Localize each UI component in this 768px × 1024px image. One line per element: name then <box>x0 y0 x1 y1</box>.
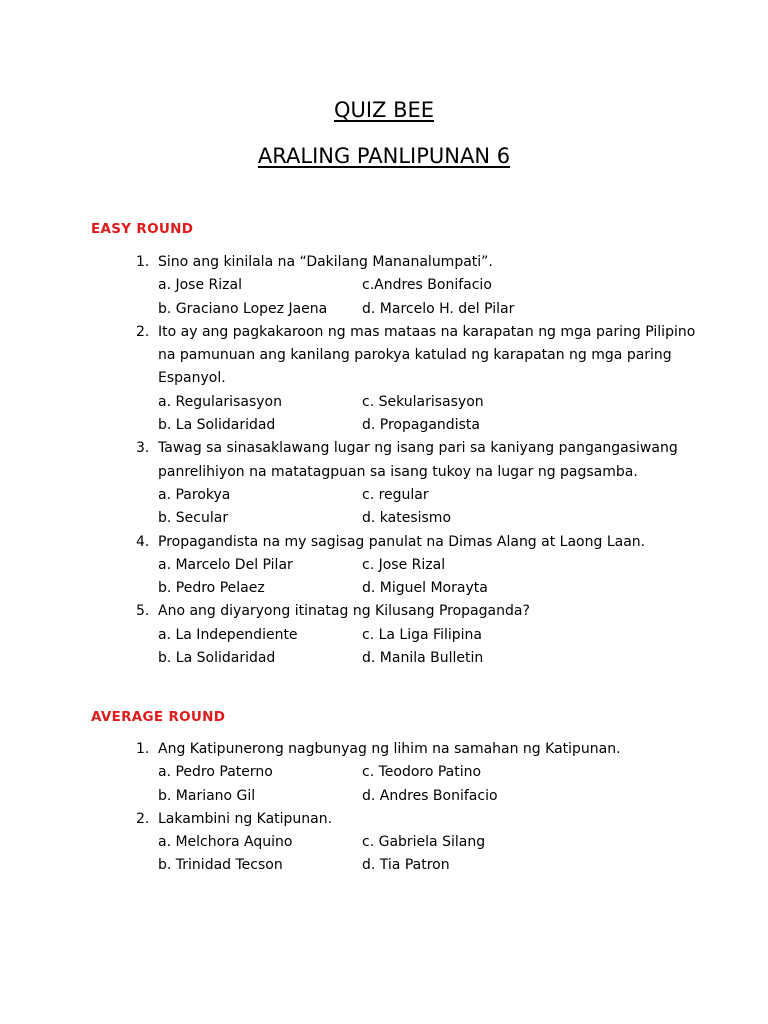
question-number: 3. <box>136 440 150 457</box>
answer-option: c.Andres Bonifacio <box>362 277 492 294</box>
question-line <box>0 323 768 346</box>
question-number: 1. <box>136 741 150 757</box>
question-line <box>0 369 768 392</box>
question-text: Tawag sa sinasaklawang lugar ng isang pari sa kaniyang pangangasiwang <box>158 440 678 457</box>
question-number: 2. <box>136 810 150 827</box>
question-text: Ito ay ang pagkakaroon ng mas mataas na karapatan ng mga paring Pilipino <box>158 323 696 340</box>
question-number: 2. <box>136 323 150 340</box>
answer-option: a. Regularisasyon <box>158 393 282 410</box>
answer-option: a. Marcelo Del Pilar <box>158 556 293 573</box>
answer-option: a. Melchora Aquino <box>158 834 293 851</box>
option-row <box>0 509 768 532</box>
answer-option: a. Jose Rizal <box>158 277 242 294</box>
answer-option: d. Propagandista <box>362 417 480 434</box>
page-title: QUIZ BEE <box>333 98 435 122</box>
option-row <box>0 787 768 810</box>
answer-option: b. Mariano Gil <box>158 787 256 804</box>
question-text: na pamunuan ang kanilang parokya katulad ng karapatan ng mga paring <box>158 347 672 364</box>
answer-option: d. Manila Bulletin <box>362 650 484 667</box>
question-text: Espanyol. <box>158 370 226 387</box>
question-line <box>0 253 768 276</box>
answer-option: b. Secular <box>158 510 229 527</box>
question-list-average <box>0 740 768 880</box>
option-row <box>0 579 768 602</box>
option-row <box>0 626 768 649</box>
question-text: panrelihiyon na matatagpuan sa isang tukoy na lugar ng pagsamba. <box>158 463 638 480</box>
answer-option: c. Sekularisasyon <box>362 393 484 410</box>
option-row <box>0 556 768 579</box>
answer-option: b. Trinidad Tecson <box>158 857 283 874</box>
option-row <box>0 276 768 299</box>
answer-option: c. regular <box>362 486 429 503</box>
answer-option: d. Miguel Morayta <box>362 580 488 597</box>
question-line <box>0 810 768 833</box>
question-text: Lakambini ng Katipunan. <box>158 810 333 827</box>
round-heading-average: AVERAGE ROUND <box>91 709 226 725</box>
question-line <box>0 439 768 462</box>
question-line <box>0 602 768 625</box>
question-line <box>0 463 768 486</box>
question-line <box>0 740 768 763</box>
option-row <box>0 300 768 323</box>
answer-option: b. La Solidaridad <box>158 650 276 667</box>
question-number: 4. <box>136 533 150 550</box>
option-row <box>0 833 768 856</box>
option-row <box>0 649 768 672</box>
page-subtitle: ARALING PANLIPUNAN 6 <box>257 144 511 168</box>
answer-option: d. Tia Patron <box>362 857 450 874</box>
question-text: Ang Katipunerong nagbunyag ng lihim na samahan ng Katipunan. <box>158 741 621 757</box>
answer-option: c. Gabriela Silang <box>362 834 486 851</box>
question-list-easy <box>0 253 768 672</box>
round-heading-easy: EASY ROUND <box>91 221 194 237</box>
option-row <box>0 416 768 439</box>
answer-option: a. Pedro Paterno <box>158 764 273 781</box>
question-text: Sino ang kinilala na “Dakilang Mananalumpati”. <box>158 254 493 270</box>
question-line <box>0 346 768 369</box>
answer-option: d. Andres Bonifacio <box>362 787 498 804</box>
question-number: 5. <box>136 603 150 620</box>
answer-option: c. Teodoro Patino <box>362 764 482 781</box>
answer-option: a. Parokya <box>158 486 231 503</box>
answer-option: d. Marcelo H. del Pilar <box>362 300 515 317</box>
option-row <box>0 856 768 879</box>
answer-option: a. La Independiente <box>158 626 298 643</box>
answer-option: d. katesismo <box>362 510 452 527</box>
answer-option: b. Pedro Pelaez <box>158 580 265 597</box>
question-text: Propagandista na my sagisag panulat na Dimas Alang at Laong Laan. <box>158 533 646 550</box>
option-row <box>0 393 768 416</box>
answer-option: b. La Solidaridad <box>158 417 276 434</box>
question-number: 1. <box>136 254 150 270</box>
question-line <box>0 533 768 556</box>
answer-option: c. Jose Rizal <box>362 556 446 573</box>
answer-option: b. Graciano Lopez Jaena <box>158 300 328 317</box>
option-row <box>0 763 768 786</box>
answer-option: c. La Liga Filipina <box>362 626 482 643</box>
option-row <box>0 486 768 509</box>
question-text: Ano ang diyaryong itinatag ng Kilusang Propaganda? <box>158 603 530 620</box>
